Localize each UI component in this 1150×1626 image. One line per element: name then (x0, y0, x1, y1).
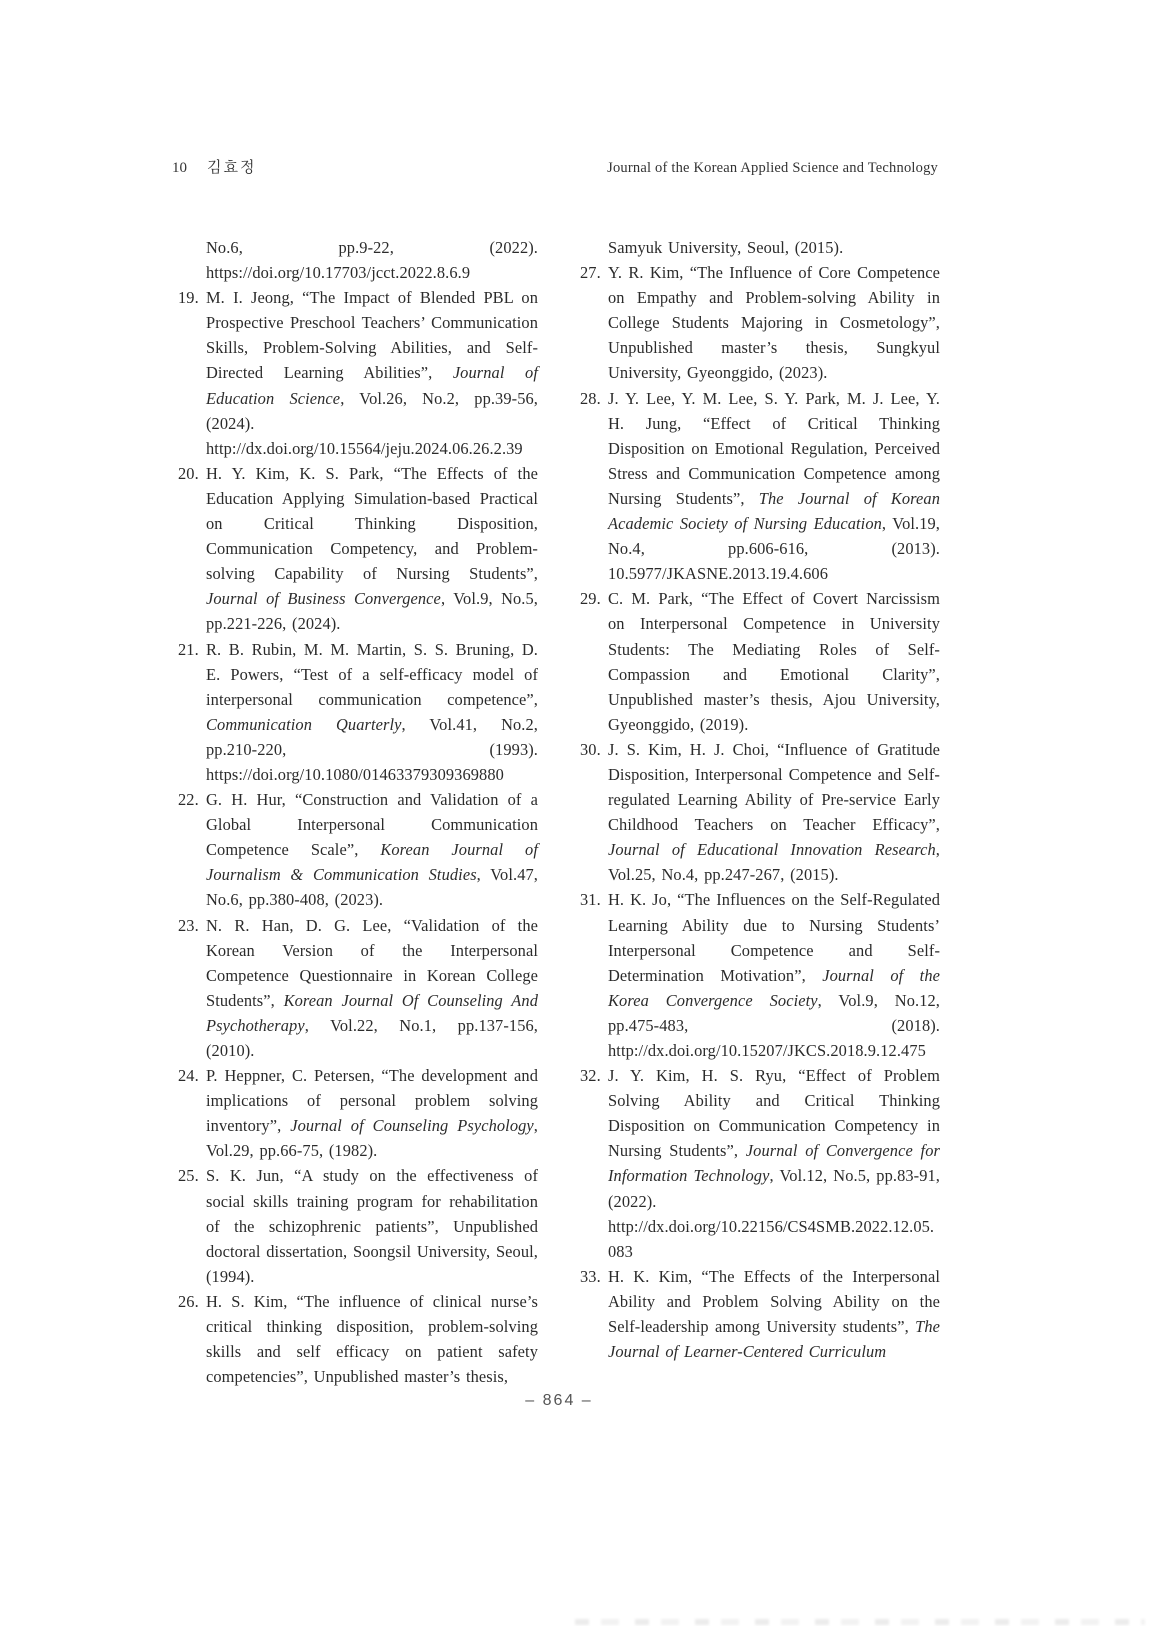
reference-item-24 (178, 1063, 538, 1163)
reference-text: , Vol.29, pp.66-75, (1982). (206, 1116, 538, 1161)
journal-title: Communication Quarterly (206, 714, 402, 734)
journal-title: Journal of Convergence for Information Technology (608, 1141, 940, 1186)
reference-number: 27. (580, 263, 601, 283)
reference-number: 29. (580, 589, 601, 609)
header-page-number: 10 (172, 160, 187, 176)
journal-title: Journal of the Korea Convergence Society (608, 965, 940, 1010)
reference-item-27 (580, 260, 940, 385)
reference-text: Samyuk University, Seoul, (2015). (608, 238, 844, 257)
reference-continuation (580, 235, 940, 260)
running-head-left (172, 156, 256, 177)
reference-text: R. B. Rubin, M. M. Martin, S. S. Bruning, D. E. Powers, “Test of a self-efficacy model of interpersonal communication competence”, (206, 639, 538, 709)
reference-text: J. Y. Lee, Y. M. Lee, S. Y. Park, M. J. Lee, Y. H. Jung, “Effect of Critical Thinking Disposition on Emotional Regulation, Perceived Stress and Communication Competence among Nursing Students”, (608, 388, 940, 508)
reference-text: C. M. Park, “The Effect of Covert Narcissism on Interpersonal Competence in University Students: The Mediating Roles of Self-Compassion and Emotional Clarity”, Unpublished master’s thesis, Ajou University, Gyeonggido, (2019). (608, 589, 940, 734)
reference-item-20 (178, 461, 538, 637)
reference-text: J. Y. Kim, H. S. Ryu, “Effect of Problem Solving Ability and Critical Thinking Disposition on Communication Competency in Nursing Students”, (608, 1066, 940, 1161)
reference-item-31 (580, 887, 940, 1063)
reference-number: 19. (178, 288, 199, 308)
running-head (172, 156, 938, 177)
reference-text: , Vol.25, No.4, pp.247-267, (2015). (608, 840, 940, 885)
journal-title: Korean Journal Of Counseling And Psychotherapy (206, 990, 538, 1035)
reference-text: , Vol.26, No.2, pp.39-56, (2024). http://dx.doi.org/10.15564/jeju.2024.06.26.2.39 (206, 388, 538, 458)
reference-text: S. K. Jun, “A study on the effectiveness of social skills training program for rehabilitation of the schizophrenic patients”, Unpublished doctoral dissertation, Soongsil University, Seoul, (1994). (206, 1166, 538, 1286)
reference-number: 23. (178, 915, 199, 935)
reference-item-28 (580, 386, 940, 587)
reference-text: No.6, pp.9-22, (2022). https://doi.org/10.17703/jcct.2022.8.6.9 (206, 238, 538, 283)
header-author-name: 김효정 (207, 160, 257, 176)
reference-item-19 (178, 285, 538, 461)
reference-number: 32. (580, 1066, 601, 1086)
reference-item-32 (580, 1063, 940, 1264)
reference-item-33 (580, 1264, 940, 1364)
reference-number: 22. (178, 790, 199, 810)
reference-columns (178, 235, 940, 1389)
journal-title: Journal of Counseling Psychology (290, 1116, 534, 1136)
reference-text: G. H. Hur, “Construction and Validation of a Global Interpersonal Communication Competence Scale”, (206, 790, 538, 860)
reference-item-26 (178, 1289, 538, 1389)
journal-title: Journal of Educational Innovation Research (608, 840, 936, 860)
reference-item-30 (580, 737, 940, 888)
reference-number: 21. (178, 639, 199, 659)
journal-title: Journal of Education Science (206, 363, 538, 408)
reference-item-29 (580, 586, 940, 737)
reference-item-25 (178, 1163, 538, 1288)
reference-item-23 (178, 913, 538, 1064)
reference-text: , Vol.41, No.2, pp.210-220, (1993). https://doi.org/10.1080/01463379309369880 (206, 714, 538, 784)
reference-text: Y. R. Kim, “The Influence of Core Competence on Empathy and Problem-solving Ability in College Students Majoring in Cosmetology”, Unpublished master’s thesis, Sungkyul University, Gyeonggido, (2023). (608, 263, 940, 383)
reference-text: , Vol.9, No.5, pp.221-226, (2024). (206, 589, 539, 634)
reference-number: 20. (178, 463, 199, 483)
reference-text: , Vol.47, No.6, pp.380-408, (2023). (206, 865, 538, 910)
reference-number: 25. (178, 1166, 199, 1186)
reference-text: H. K. Kim, “The Effects of the Interpersonal Ability and Problem Solving Ability on the Self-leadership among University students”, (608, 1266, 940, 1337)
reference-text: J. S. Kim, H. J. Choi, “Influence of Gratitude Disposition, Interpersonal Competence and Self-regulated Learning Ability of Pre-service Early Childhood Teachers on Teacher Efficacy”, (608, 739, 940, 835)
reference-text: P. Heppner, C. Petersen, “The development and implications of personal problem solving inventory”, (206, 1066, 538, 1136)
reference-text: H. Y. Kim, K. S. Park, “The Effects of the Education Applying Simulation-based Practical on Critical Thinking Disposition, Communication Competency, and Problem-solving Capability of Nursing Students”, (206, 463, 538, 584)
journal-title: The Journal of Learner-Centered Curriculum (608, 1317, 940, 1362)
footer-page-number: – 864 – (525, 1392, 593, 1409)
reference-continuation (178, 235, 538, 285)
reference-number: 33. (580, 1266, 601, 1286)
reference-text: M. I. Jeong, “The Impact of Blended PBL on Prospective Preschool Teachers’ Communication Skills, Problem-Solving Abilities, and Self-Directed Learning Abilities”, (206, 288, 538, 383)
reference-text: , Vol.19, No.4, pp.606-616, (2013). 10.5977/JKASNE.2013.19.4.606 (608, 514, 941, 584)
journal-title: Journal of Business Convergence (206, 589, 441, 609)
reference-number: 31. (580, 890, 601, 910)
journal-title: The Journal of Korean Academic Society of Nursing Education (608, 488, 940, 534)
reference-number: 30. (580, 739, 601, 759)
reference-item-22 (178, 787, 538, 912)
reference-text: N. R. Han, D. G. Lee, “Validation of the Korean Version of the Interpersonal Competence Questionnaire in Korean College Students”, (206, 915, 538, 1010)
header-journal-name: Journal of the Korean Applied Science and Technology (607, 160, 938, 176)
reference-number: 24. (178, 1066, 199, 1086)
reference-text: H. K. Jo, “The Influences on the Self-Regulated Learning Ability due to Nursing Students’ Interpersonal Competence and Self-Determination Motivation”, (608, 890, 940, 985)
reference-text: , Vol.9, No.12, pp.475-483, (2018). http://dx.doi.org/10.15207/JKCS.2018.9.12.475 (608, 990, 941, 1060)
next-page-bleed-artifact (575, 1619, 1145, 1625)
reference-text: , Vol.22, No.1, pp.137-156, (2010). (206, 1015, 538, 1060)
reference-item-21 (178, 637, 538, 788)
reference-number: 26. (178, 1291, 199, 1311)
reference-text: H. S. Kim, “The influence of clinical nurse’s critical thinking disposition, problem-solving skills and self efficacy on patient safety competencies”, Unpublished master’s thesis, (206, 1291, 538, 1387)
reference-text: , Vol.12, No.5, pp.83-91, (2022). http://dx.doi.org/10.22156/CS4SMB.2022.12.05.083 (608, 1166, 941, 1261)
reference-column-right (580, 235, 940, 1389)
reference-number: 28. (580, 388, 601, 408)
journal-title: Korean Journal of Journalism & Communication Studies (206, 840, 538, 885)
reference-column-left (178, 235, 538, 1389)
